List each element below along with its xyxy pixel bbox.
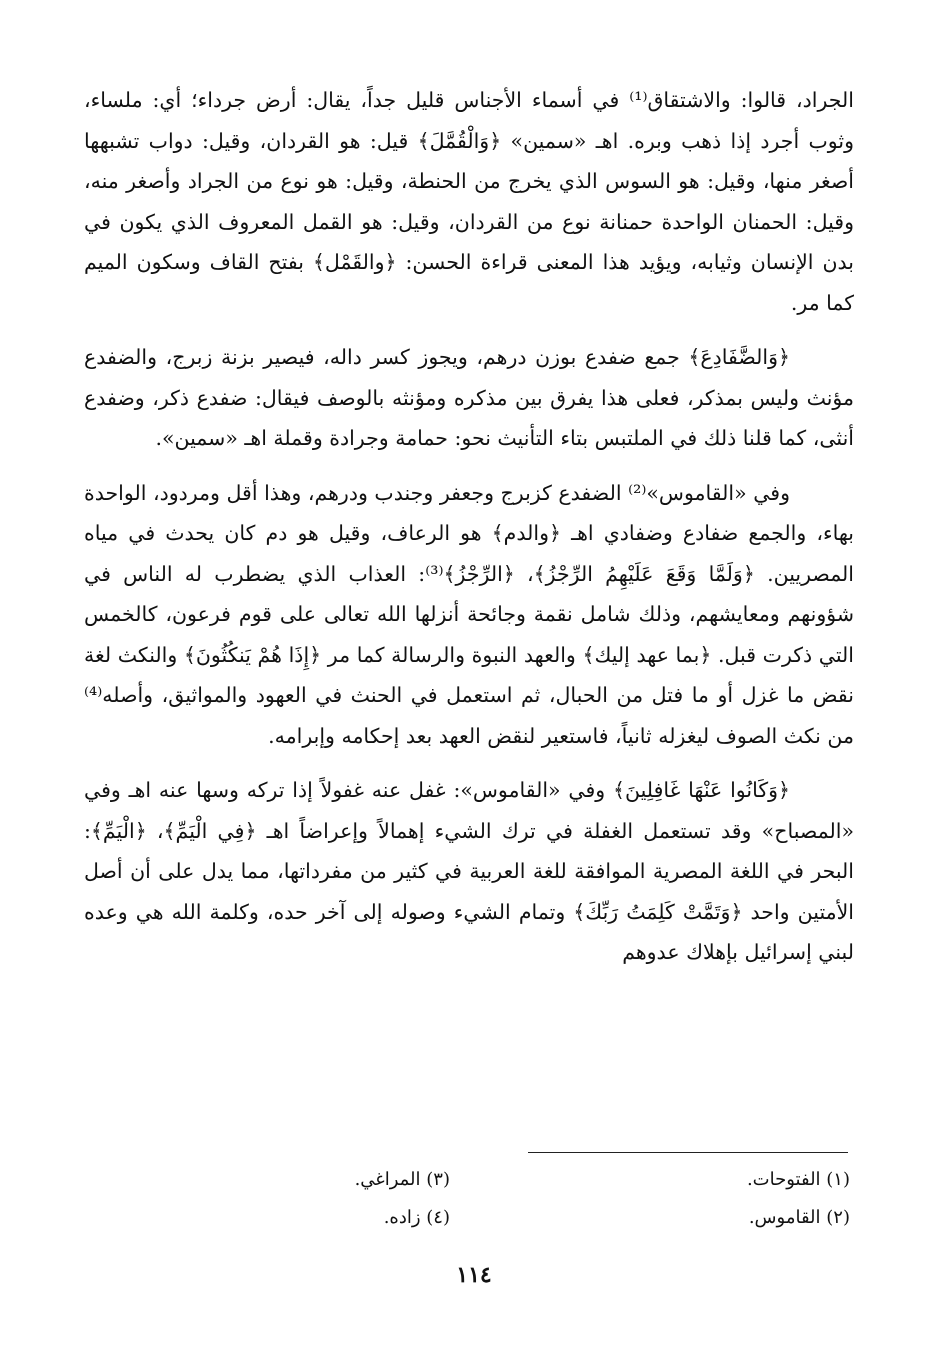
paragraph-2: ﴿وَالضَّفَادِعَ﴾ جمع ضفدع بوزن درهم، ويجوز كسر داله، فيصير بزنة زبرج، والضفدع مؤنث وليس بمذكر، فعلى هذا يفرق بين مذكره ومؤنثه بالوصف فيقال: ضفدع ذكر، وضفدع أنثى، كما قلنا ذلك في الملتبس بتاء التأنيث نحو: حمامة وجرادة وقملة اهـ «سمين». [84,345,854,450]
page-number: ١١٤ [456,1262,492,1288]
paragraph-1: الجراد، قالوا: والاشتقاق⁽¹⁾ في أسماء الأجناس قليل جداً، يقال: أرض جرداء؛ أي: ملساء، وثوب أجرد إذا ذهب وبره. اهـ «سمين» ﴿وَالْقُمَّلَ﴾ قيل: هو القردان، وقيل: دواب تشبهها أصغر منها، وقيل: هو السوس الذي يخرج من الحنطة، وقيل: هو نوع من الجراد وأصغر منه، وقيل: الحمنان الواحدة حمنانة نوع من القردان، وقيل: هو القمل المعروف الذي يكون في بدن الإنسان وثيابه، ويؤيد هذا المعنى قراءة الحسن: ﴿والقَمْل﴾ بفتح القاف وسكون الميم كما مر. [84,88,854,315]
footnote-2: (٢) القاموس. [748,1207,850,1228]
paragraph-3: وفي «القاموس»⁽²⁾ الضفدع كزبرج وجعفر وجندب ودرهم، وهذا أقل ومردود، الواحدة بهاء، والجمع ضفادع وضفادي اهـ ﴿والدم﴾ هو الرعاف، وقيل هو دم كان يحدث في مياه المصريين. ﴿وَلَمَّا وَقَعَ عَلَيْهِمُ الرِّجْزُ﴾، ﴿الرِّجْزُ﴾⁽³⁾: العذاب الذي يضطرب له الناس في شؤونهم ومعايشهم، وذلك شامل نقمة وجائحة أنزلها الله تعالى على قوم فرعون، كالخمس التي ذكرت قبل. ﴿بما عهد إليك﴾ والعهد النبوة والرسالة كما مر ﴿إِذَا هُمْ يَنكُثُونَ﴾ والنكث لغة نقض ما غزل أو ما فتل من الحبال، ثم استعمل في الحنث في العهود والمواثيق، وأصله⁽⁴⁾ من نكث الصوف ليغزله ثانياً، فاستعير لنقض العهد بعد إحكامه وإبرامه. [84,480,854,748]
paragraph-4: ﴿وَكَانُوا عَنْهَا غَافِلِينَ﴾ وفي «القاموس»: غفل عنه غفولاً إذا تركه وسها عنه اهـ وفي «المصباح» وقد تستعمل الغفلة في ترك الشيء إهمالاً وإعراضاً اهـ ﴿فِي الْيَمِّ﴾، ﴿الْيَمِّ﴾: البحر في اللغة المصرية الموافقة للغة العربية في كثير من مفرداتها، مما يدل على أن أصل الأمتين واحد ﴿وَتَمَّتْ كَلِمَتُ رَبِّكَ﴾ وتمام الشيء وصوله إلى آخر حده، وكلمة الله هي وعده لبني إسرائيل بإهلاك عدوهم [84,778,854,964]
footnote-4: (٤) زاده. [383,1207,450,1228]
footnote-1: (١) الفتوحات. [746,1169,850,1190]
footnote-3: (٣) المراغي. [354,1169,450,1190]
page-body [84,80,854,973]
footnotes [300,1160,850,1240]
footnote-divider [528,1152,848,1153]
